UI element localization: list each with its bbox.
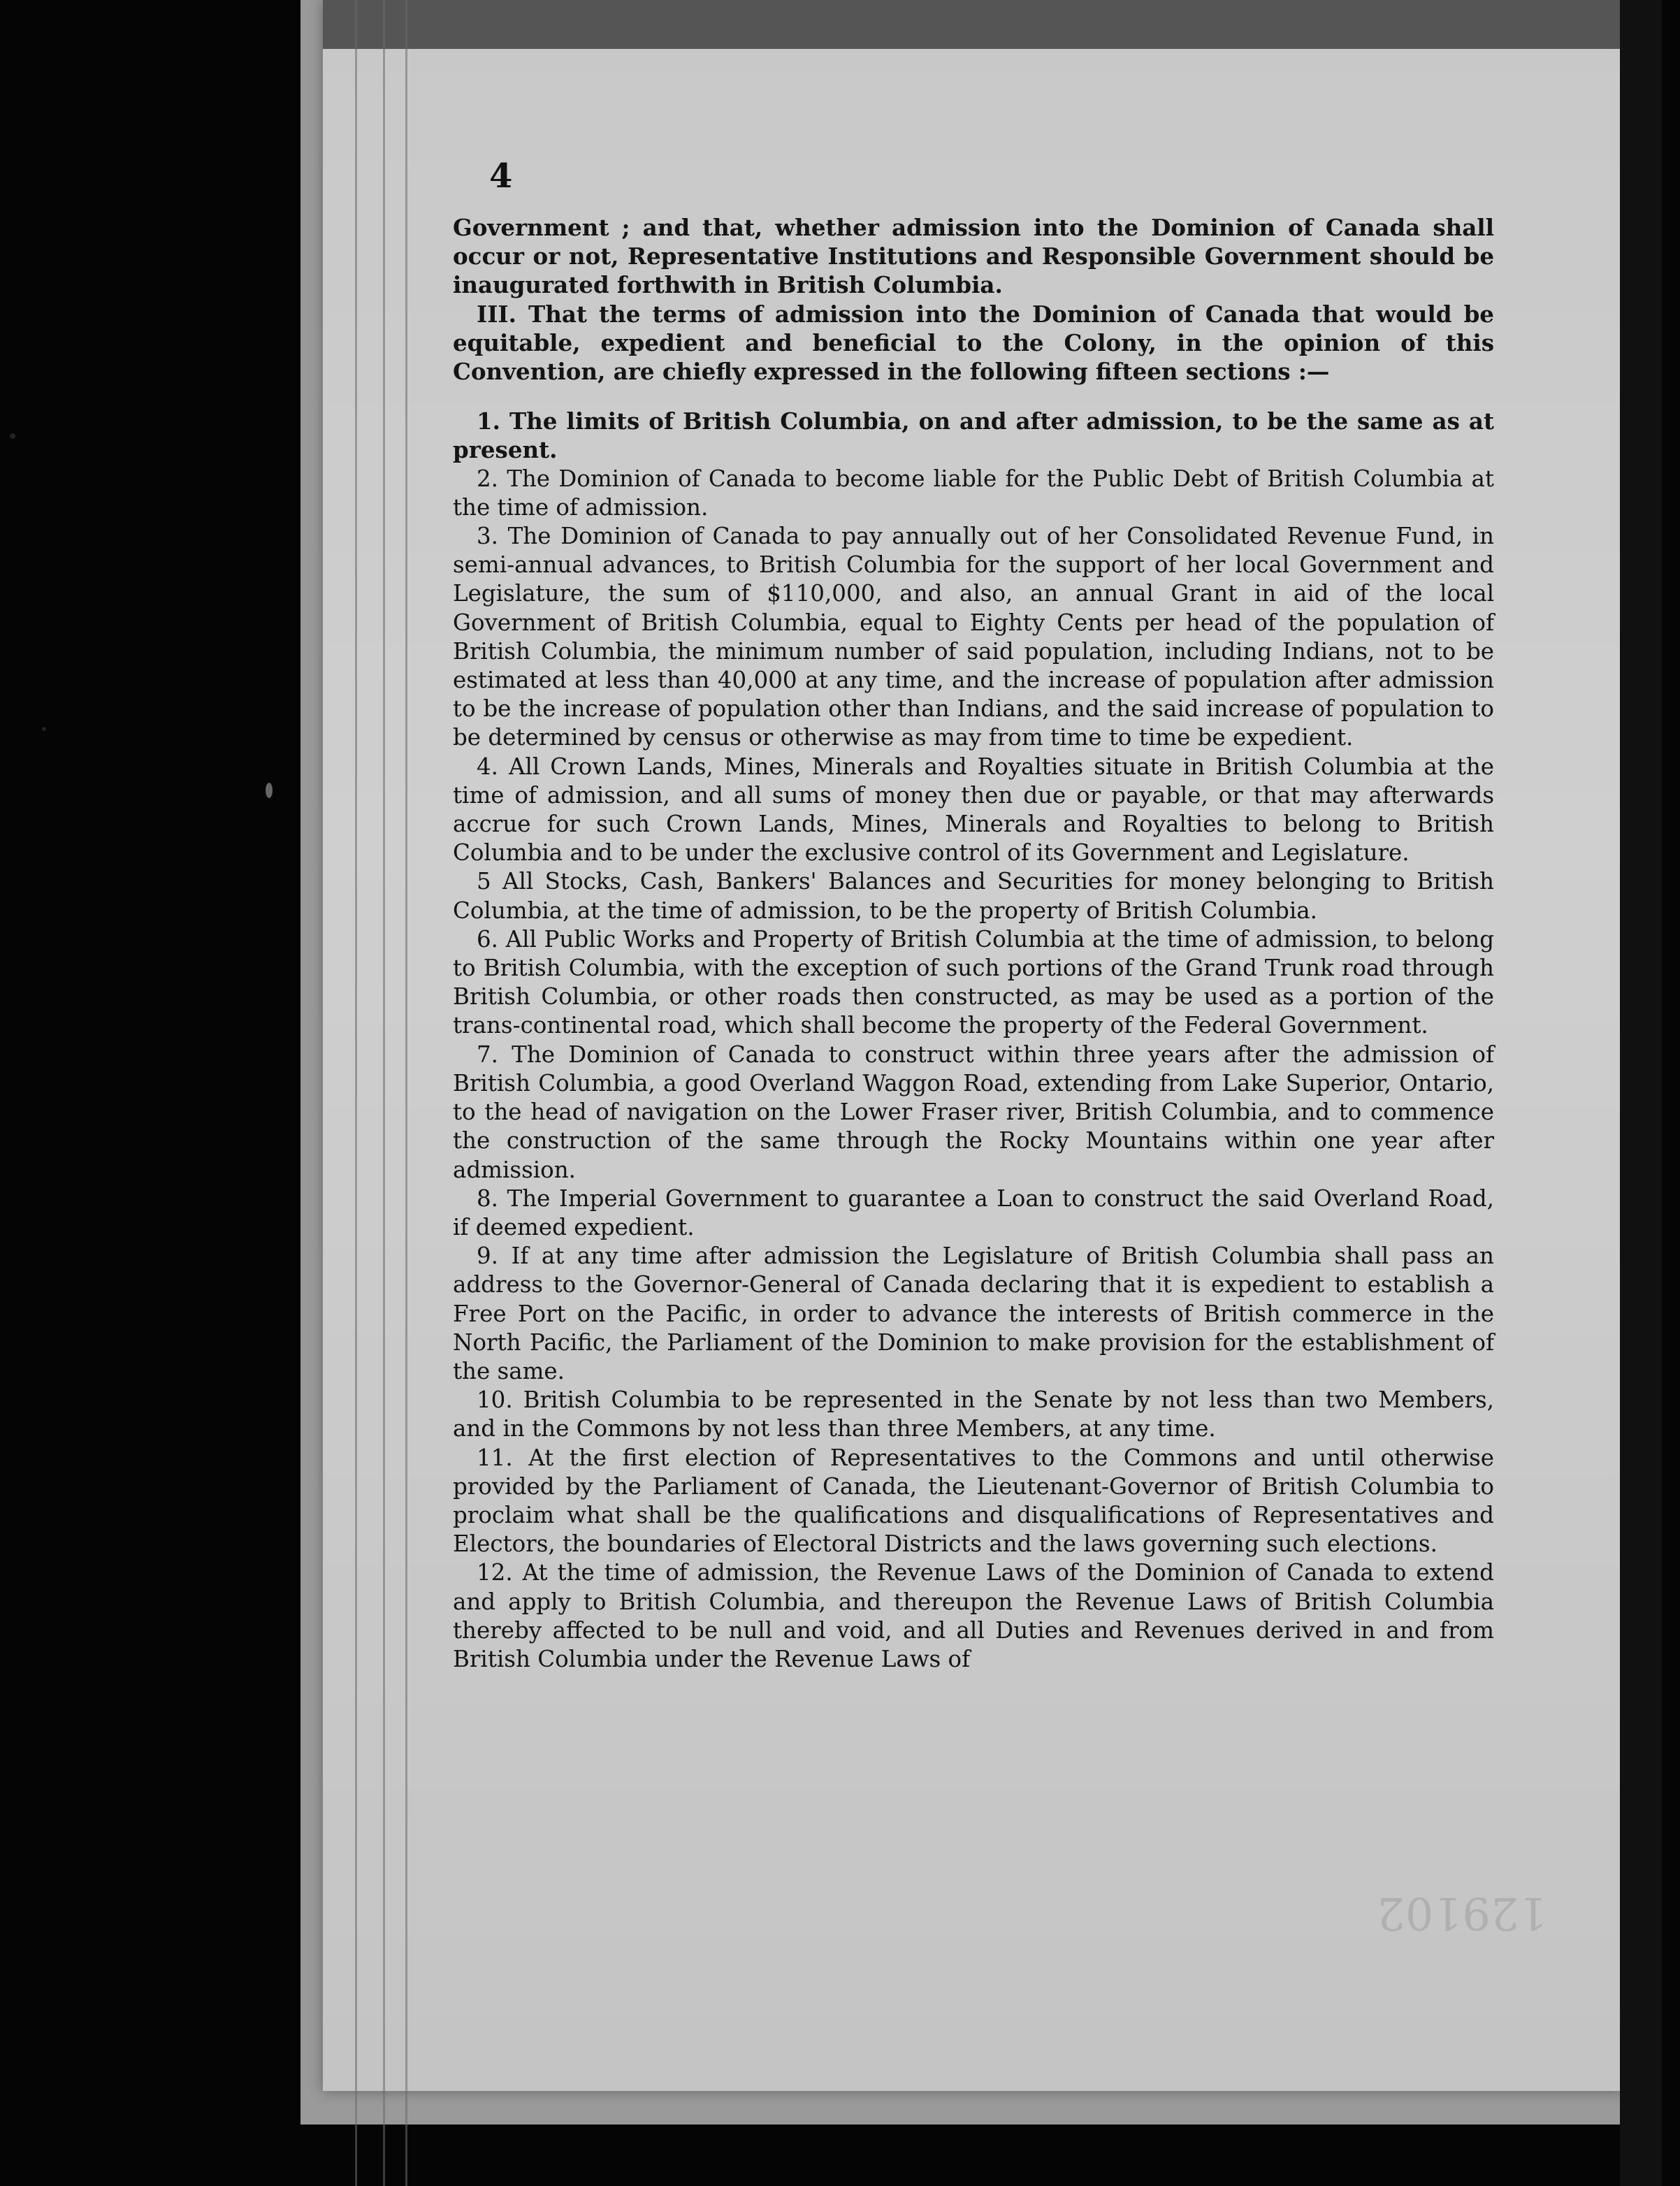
section-2: 2. The Dominion of Canada to become liable for the Public Debt of British Columbia at the time of admission.: [453, 465, 1494, 521]
section-12: 12. At the time of admission, the Revenue Laws of the Dominion of Canada to extend and apply to British Columbia, and thereupon the Revenue Laws of British Columbia thereby affected to be null and void, and all Duties and Revenues derived in and from British Columbia under the Revenue Laws of: [453, 1559, 1494, 1672]
section-4: 4. All Crown Lands, Mines, Minerals and Royalties situate in British Columbia at the time of admission, and all sums of money then due or payable, or that may afterwards accrue for such Crown Lands, Mines, Minerals and Royalties to belong to British Columbia and to be under the exclusive control of its Government and Legislature.: [453, 753, 1494, 867]
section-9: 9. If at any time after admission the Legislature of British Columbia shall pass an address to the Governor-General of Canada declaring that it is expedient to establish a Free Port on the Pacific, in order to advance the interests of British commerce in the North Pacific, the Parliament of the Dominion to make provision for the establishment of the same.: [453, 1243, 1494, 1384]
right-edge-shadow: [1620, 0, 1662, 2186]
dust-speck: [42, 727, 46, 731]
section-6: 6. All Public Works and Property of British Columbia at the time of admission, to belong to British Columbia, with the exception of such portions of the Grand Trunk road through British Columbia, or other roads then constructed, as may be used as a portion of the trans-continental road, which shall become the property of the Federal Government.: [453, 925, 1494, 1039]
paragraph-resolution-iii: III. That the terms of admission into the Dominion of Canada that would be equitable, expedient and beneficial to the Colony, in the opinion of this Convention, are chiefly expressed in the following fifteen sections :—: [453, 300, 1494, 386]
bleed-through-stamp: 129102: [1377, 1887, 1548, 1939]
paragraph-continuation: Government ; and that, whether admission into the Dominion of Canada shall occur or not, Representative Institutions and Responsible Government should be inaugurated forthwith in British Columbia.: [453, 214, 1494, 299]
top-shadow-band: [323, 0, 1624, 49]
fold-line: [383, 0, 385, 2186]
fold-line: [405, 0, 407, 2186]
section-7: 7. The Dominion of Canada to construct within three years after the admission of British Columbia, a good Overland Waggon Road, extending from Lake Superior, Ontario, to the head of navigation on the Lower Fraser river, British Columbia, and to commence the construction of the same through the Rocky Mountains within one year after admission.: [453, 1041, 1494, 1183]
margin-mark: [266, 783, 273, 798]
section-10: 10. British Columbia to be represented in the Senate by not less than two Members, and in the Commons by not less than three Members, at any time.: [453, 1387, 1494, 1442]
section-11: 11. At the first election of Representatives to the Commons and until otherwise provided by the Parliament of Canada, the Lieutenant-Governor of British Columbia to proclaim what shall be the qualifications and disqualifications of Representatives and Electors, the boundaries of Electoral Districts and the laws governing such elections.: [453, 1444, 1494, 1558]
body-text: [453, 213, 1494, 1674]
page-number: 4: [489, 157, 513, 196]
fold-line: [355, 0, 357, 2186]
section-5: 5 All Stocks, Cash, Bankers' Balances and Securities for money belonging to British Columbia, at the time of admission, to be the property of British Columbia.: [453, 868, 1494, 924]
section-1: 1. The limits of British Columbia, on and after admission, to be the same as at present.: [453, 407, 1494, 464]
dust-speck: [10, 433, 15, 439]
section-3: 3. The Dominion of Canada to pay annually out of her Consolidated Revenue Fund, in semi-annual advances, to British Columbia for the support of her local Government and Legislature, the sum of $110,000, and also, an annual Grant in aid of the local Government of British Columbia, equal to Eighty Cents per head of the population of British Columbia, the minimum number of said population, including Indians, not to be estimated at less than 40,000 at any time, and the increase of population after admission to be the increase of population other than Indians, and the said increase of population to be determined by census or otherwise as may from time to time be expedient.: [453, 523, 1494, 751]
section-8: 8. The Imperial Government to guarantee a Loan to construct the said Overland Road, if deemed expedient.: [453, 1185, 1494, 1240]
